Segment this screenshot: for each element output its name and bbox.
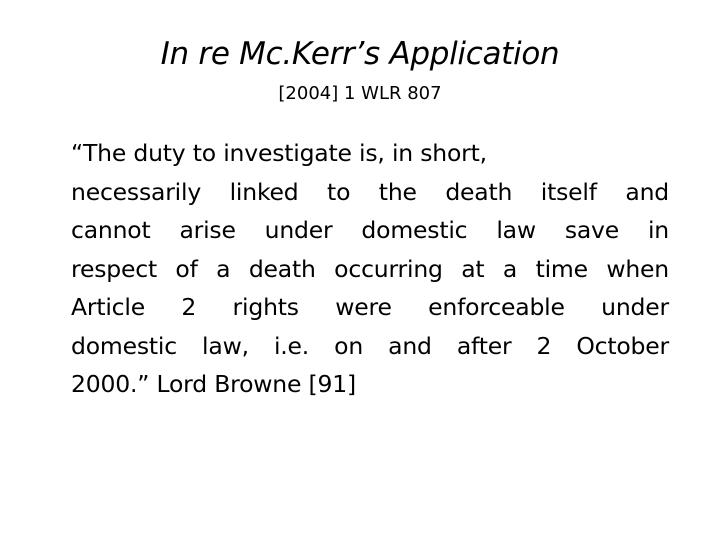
quote-line: Article 2 rights were enforceable under bbox=[71, 293, 669, 321]
quote-block bbox=[71, 134, 669, 404]
quote-line: necessarily linked to the death itself and bbox=[71, 177, 669, 206]
slide-title: In re Mc.Kerr’s Application bbox=[160, 36, 560, 72]
quote-line: “The duty to investigate is, in short, bbox=[71, 139, 487, 167]
case-citation: [2004] 1 WLR 807 bbox=[278, 83, 442, 104]
quote-line: 2000.” Lord Browne [91] bbox=[71, 370, 356, 398]
quote-line: respect of a death occurring at a time when bbox=[71, 254, 669, 283]
quote-line: domestic law, i.e. on and after 2 October bbox=[71, 331, 669, 360]
quote-line: cannot arise under domestic law save in bbox=[71, 216, 669, 244]
